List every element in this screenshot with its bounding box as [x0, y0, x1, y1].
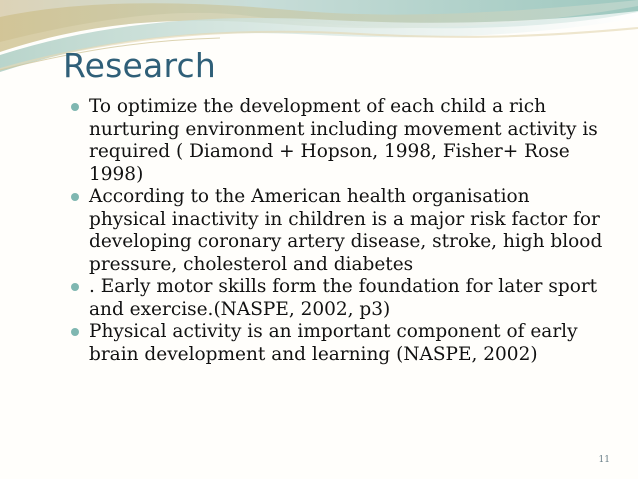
- bullet-text: Physical activity is an important component of early brain development and learning (NASPE, 2002): [89, 321, 578, 365]
- bullet-item: [71, 96, 611, 186]
- bullet-text: . Early motor skills form the foundation for later sport and exercise.(NASPE, 2002, p3): [89, 276, 598, 320]
- slide-title: Research: [63, 46, 216, 85]
- bullet-icon: [71, 103, 79, 111]
- bullet-text: According to the American health organisation physical inactivity in children is a major risk factor for developing coronary artery disease, stroke, high blood pressure, cholesterol and diabetes: [89, 186, 603, 275]
- bullet-text: To optimize the development of each child a rich nurturing environment including movement activity is required ( Diamond + Hopson, 1998, Fisher+ Rose 1998): [89, 96, 598, 185]
- bullet-icon: [71, 283, 79, 291]
- bullet-list: [71, 96, 611, 366]
- bullet-item: [71, 276, 611, 321]
- bullet-item: [71, 321, 611, 366]
- bullet-icon: [71, 193, 79, 201]
- bullet-icon: [71, 328, 79, 336]
- bullet-item: [71, 186, 611, 276]
- page-number: 11: [598, 455, 610, 465]
